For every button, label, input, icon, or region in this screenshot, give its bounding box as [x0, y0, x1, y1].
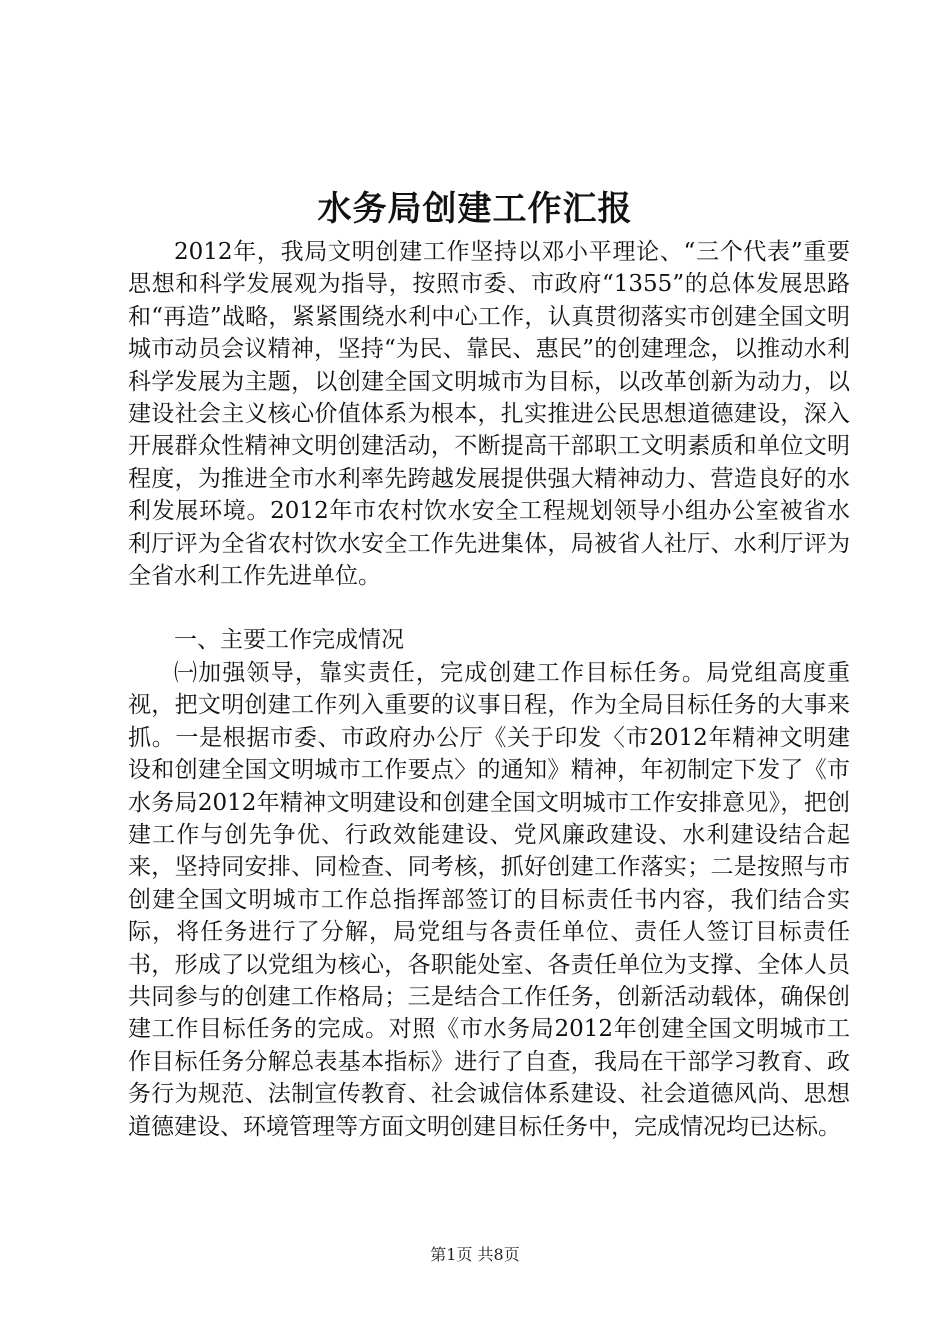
section-paragraph: ㈠加强领导，靠实责任，完成创建工作目标任务。局党组高度重视，把文明创建工作列入重要的议事日程，作为全局目标任务的大事来抓。一是根据市委、市政府办公厅《关于印发〈市2012年精神文明建设和创建全国文明城市工作要点〉的通知》精神，年初制定下发了《市水务局2012年精神文明建设和创建全国文明城市工作安排意见》，把创建工作与创先争优、行政效能建设、党风廉政建设、水利建设结合起来，坚持同安排、同检查、同考核，抓好创建工作落实；二是按照与市创建全国文明城市工作总指挥部签订的目标责任书内容，我们结合实际，将任务进行了分解，局党组与各责任单位、责任人签订目标责任书，形成了以党组为核心，各职能处室、各责任单位为支撑、全体人员共同参与的创建工作格局；三是结合工作任务，创新活动载体，确保创建工作目标任务的完成。对照《市水务局2012年创建全国文明城市工作目标任务分解总表基本指标》进行了自查，我局在干部学习教育、政务行为规范、法制宣传教育、社会诚信体系建设、社会道德风尚、思想道德建设、环境管理等方面文明创建目标任务中，完成情况均已达标。 [128, 659, 850, 1140]
document-body [128, 236, 850, 1143]
section-heading: 一、主要工作完成情况 [174, 627, 404, 654]
page-footer: 第1页 共8页 [430, 1245, 520, 1264]
intro-paragraph: 2012年，我局文明创建工作坚持以邓小平理论、“三个代表”重要思想和科学发展观为指导，按照市委、市政府“1355”的总体发展思路和“再造”战略，紧紧围绕水利中心工作，认真贯彻落实市创建全国文明城市动员会议精神，坚持“为民、靠民、惠民”的创建理念，以推动水利科学发展为主题，以创建全国文明城市为目标，以改革创新为动力，以建设社会主义核心价值体系为根本，扎实推进公民思想道德建设，深入开展群众性精神文明创建活动，不断提高干部职工文明素质和单位文明程度，为推进全市水利率先跨越发展提供强大精神动力、营造良好的水利发展环境。2012年市农村饮水安全工程规划领导小组办公室被省水利厅评为全省农村饮水安全工作先进集体，局被省人社厅、水利厅评为全省水利工作先进单位。 [128, 239, 850, 590]
document-title: 水务局创建工作汇报 [317, 189, 633, 229]
paragraph-spacer [128, 592, 850, 624]
